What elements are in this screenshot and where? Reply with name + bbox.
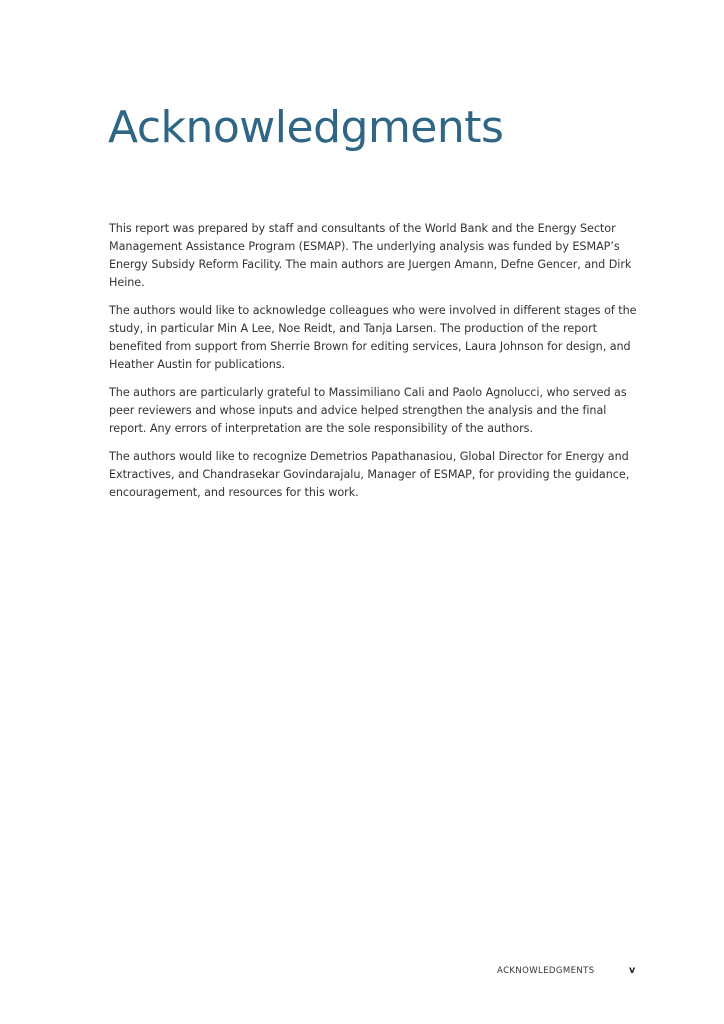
page-number: v [629,965,636,976]
body-text [109,220,639,512]
footer-section-label: ACKNOWLEDGMENTS [497,966,595,976]
page-title: Acknowledgments [108,102,504,153]
paragraph: The authors would like to recognize Demetrios Papathanasiou, Global Director for Energy and Extractives, and Chandrasekar Govindarajalu, Manager of ESMAP, for providing the guidance, encouragement, and resources for this work. [109,450,630,499]
paragraph: This report was prepared by staff and consultants of the World Bank and the Energy Sector Management Assistance Program (ESMAP). The underlying analysis was funded by ESMAP’s Energy Subsidy Reform Facility. The main authors are Juergen Amann, Defne Gencer, and Dirk Heine. [109,222,632,289]
page-footer [0,964,724,982]
paragraph: The authors are particularly grateful to Massimiliano Cali and Paolo Agnolucci, who served as peer reviewers and whose inputs and advice helped strengthen the analysis and the final report. Any errors of interpretation are the sole responsibility of the authors. [109,386,627,435]
paragraph: The authors would like to acknowledge colleagues who were involved in different stages of the study, in particular Min A Lee, Noe Reidt, and Tanja Larsen. The production of the report benefited from support from Sherrie Brown for editing services, Laura Johnson for design, and Heather Austin for publications. [109,304,637,371]
